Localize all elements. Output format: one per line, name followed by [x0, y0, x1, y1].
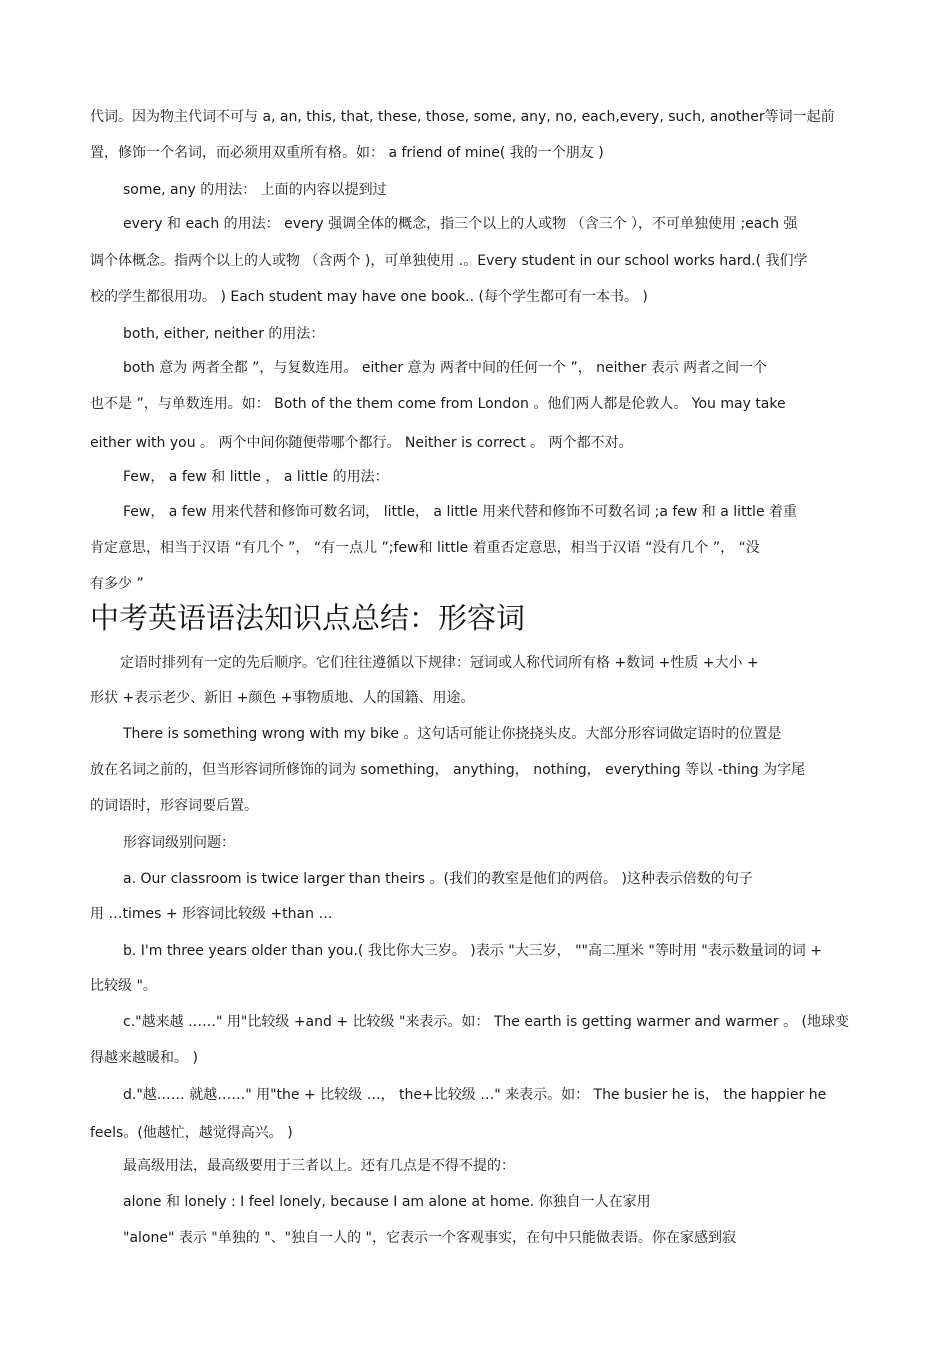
text-line: 放在名词之前的，但当形容词所修饰的词为 something， anything， nothing， everything 等以 -thing 为字尾 [90, 762, 806, 778]
text-line: both 意为 两者全都 ”，与复数连用。 either 意为 两者中间的任何一个 ”， neither 表示 两者之间一个 [123, 360, 768, 376]
text-line: 最高级用法，最高级要用于三者以上。还有几点是不得不提的： [123, 1158, 515, 1174]
text-line: 也不是 ”，与单数连用。如： Both of the them come from London 。他们两人都是伦敦人。 You may take [90, 396, 786, 412]
text-line: feels。(他越忙，越觉得高兴。 ) [90, 1125, 293, 1141]
text-line: Few， a few 用来代替和修饰可数名词， little， a little 用来代替和修饰不可数名词 ;a few 和 a little 着重 [123, 504, 798, 520]
text-line: 代词。因为物主代词不可与 a, an, this, that, these, those, some, any, no, each,every, such, another等词一起前 [90, 109, 835, 125]
text-line: 比较级 "。 [90, 978, 157, 994]
text-line: 用 …times + 形容词比较级 +than … [90, 906, 333, 922]
text-line: 有多少 ” [90, 576, 144, 592]
text-line: 的词语时，形容词要后置。 [90, 798, 258, 814]
text-line: 形状 +表示老少、新旧 +颜色 +事物质地、人的国籍、用途。 [90, 690, 475, 706]
text-line: 得越来越暖和。 ) [90, 1050, 198, 1066]
text-line: both, either, neither 的用法： [123, 326, 325, 342]
text-line: Few， a few 和 little ， a little 的用法： [123, 469, 389, 485]
text-line: c."越来越 ……" 用"比较级 +and + 比较级 "来表示。如： The earth is getting warmer and warmer 。 (地球变 [123, 1014, 850, 1030]
text-line: a. Our classroom is twice larger than theirs 。(我们的教室是他们的两倍。 )这种表示倍数的句子 [123, 871, 753, 887]
text-line: 定语时排列有一定的先后顺序。它们往往遵循以下规律：冠词或人称代词所有格 +数词 +性质 +大小 + [120, 655, 759, 671]
text-line: "alone" 表示 "单独的 "、"独自一人的 "，它表示一个客观事实，在句中只能做表语。你在家感到寂 [123, 1230, 736, 1246]
text-line: There is something wrong with my bike 。这句话可能让你挠挠头皮。大部分形容词做定语时的位置是 [123, 726, 782, 742]
text-line: every 和 each 的用法： every 强调全体的概念，指三个以上的人或物 （含三个 ），不可单独使用 ;each 强 [123, 216, 798, 232]
text-line: b. I'm three years older than you.( 我比你大三岁。 )表示 "大三岁， ""高二厘米 "等时用 "表示数量词的词 + [123, 943, 822, 959]
section-heading: 中考英语语法知识点总结：形容词 [90, 601, 526, 635]
text-line: either with you 。 两个中间你随便带哪个都行。 Neither is correct 。 两个都不对。 [90, 435, 633, 451]
text-line: 调个体概念。指两个以上的人或物 （含两个 )，可单独使用 .。Every student in our school works hard.( 我们学 [90, 253, 808, 269]
text-line: some, any 的用法： 上面的内容以提到过 [123, 182, 387, 198]
text-line: d."越…… 就越……" 用"the + 比较级 …， the+比较级 …" 来表示。如： The busier he is， the happier he [123, 1087, 827, 1103]
text-line: 置，修饰一个名词，而必须用双重所有格。如： a friend of mine( 我的一个朋友 ) [90, 145, 604, 161]
text-line: 校的学生都很用功。 ) Each student may have one book.. (每个学生都可有一本书。 ) [90, 289, 648, 305]
text-line: 形容词级别问题： [123, 835, 235, 851]
text-line: 肯定意思，相当于汉语 “有几个 ”， “有一点儿 ”;few和 little 着重否定意思，相当于汉语 “没有几个 ”， “没 [90, 540, 760, 556]
text-line: alone 和 lonely : I feel lonely, because I am alone at home. 你独自一人在家用 [123, 1194, 651, 1210]
